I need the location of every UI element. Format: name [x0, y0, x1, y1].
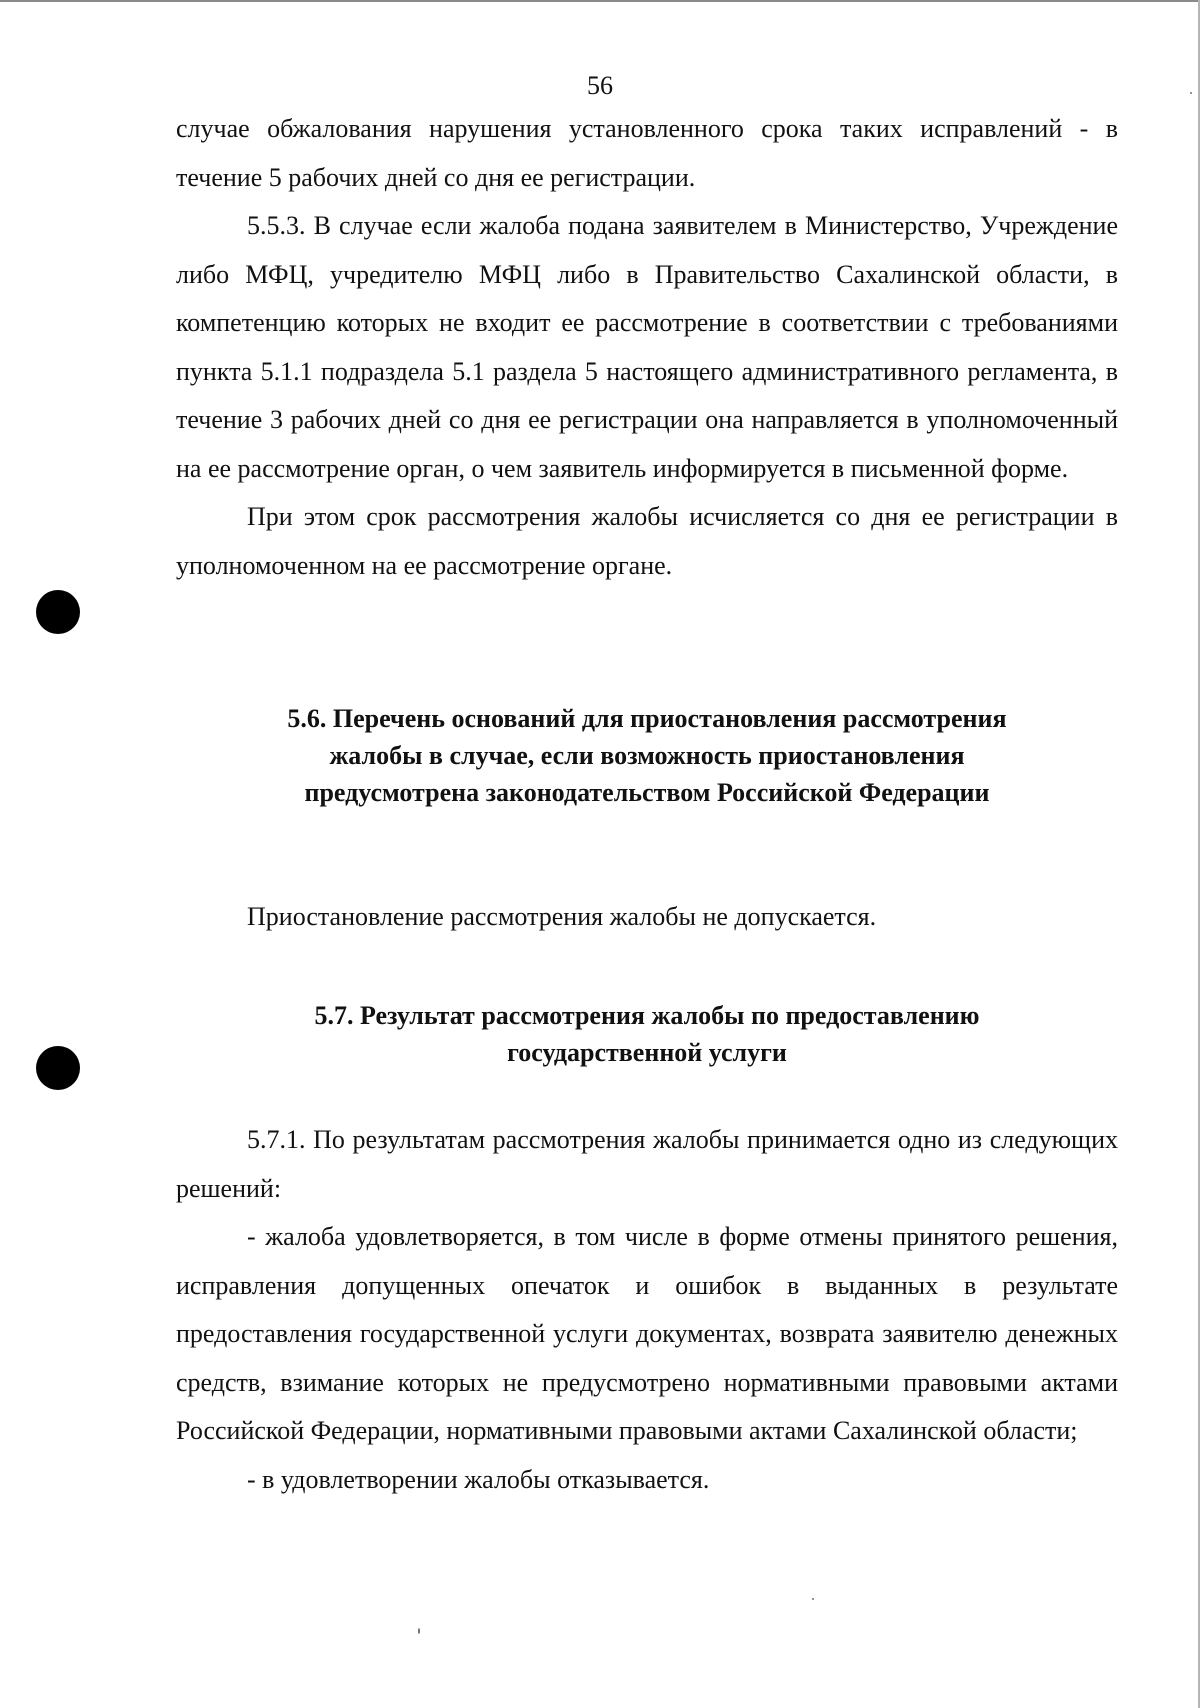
paragraph-5-7-1: 5.7.1. По результатам рассмотрения жалобы принимается одно из следующих решений: [176, 1125, 1118, 1203]
body-text-top [176, 105, 1118, 590]
heading-line: государственной услуги [507, 1038, 787, 1067]
section-5-7-text [176, 1116, 1118, 1504]
heading-line: жалобы в случае, если возможность приостановления [329, 741, 965, 770]
paragraph-continuation: случае обжалования нарушения установленного срока таких исправлений - в течение 5 рабочих дней со дня ее регистрации. [176, 114, 1118, 192]
scan-speck [418, 1628, 420, 1634]
paragraph-registration-note: При этом срок рассмотрения жалобы исчисляется со дня ее регистрации в уполномоченном на ее рассмотрение органе. [176, 502, 1118, 580]
paragraph-complaint-satisfied: - жалоба удовлетворяется, в том числе в форме отмены принятого решения, исправления допущенных опечаток и ошибок в выданных в результате предоставления государственной услуги документах, возврата заявителю денежных средств, взимание которых не предусмотрено нормативными правовыми актами Российской Федерации, нормативными правовыми актами Сахалинской области; [176, 1222, 1118, 1445]
punch-hole-lower [36, 1046, 80, 1090]
punch-hole-upper [36, 590, 80, 634]
heading-line: 5.7. Результат рассмотрения жалобы по предоставлению [314, 1001, 980, 1030]
section-5-6-text [176, 893, 1118, 942]
page-number: 56 [587, 71, 613, 100]
section-5-6-heading [176, 700, 1118, 811]
heading-line: предусмотрена законодательством Российской Федерации [304, 778, 990, 807]
scan-edge-top [0, 0, 1200, 2]
paragraph-5-5-3: 5.5.3. В случае если жалоба подана заявителем в Министерство, Учреждение либо МФЦ, учредителю МФЦ либо в Правительство Сахалинской области, в компетенцию которых не входит ее рассмотрение в соответствии с требованиями пункта 5.1.1 подраздела 5.1 раздела 5 настоящего административного регламента, в течение 3 рабочих дней со дня ее регистрации она направляется в уполномоченный на ее рассмотрение орган, о чем заявитель информируется в письменной форме. [176, 211, 1118, 483]
heading-line: 5.6. Перечень оснований для приостановления рассмотрения [287, 704, 1007, 733]
section-5-7-heading [176, 997, 1118, 1071]
paragraph-complaint-refused: - в удовлетворении жалобы отказывается. [247, 1464, 710, 1494]
scan-speck [812, 1598, 814, 1600]
paragraph-suspension: Приостановление рассмотрения жалобы не допускается. [247, 902, 877, 931]
